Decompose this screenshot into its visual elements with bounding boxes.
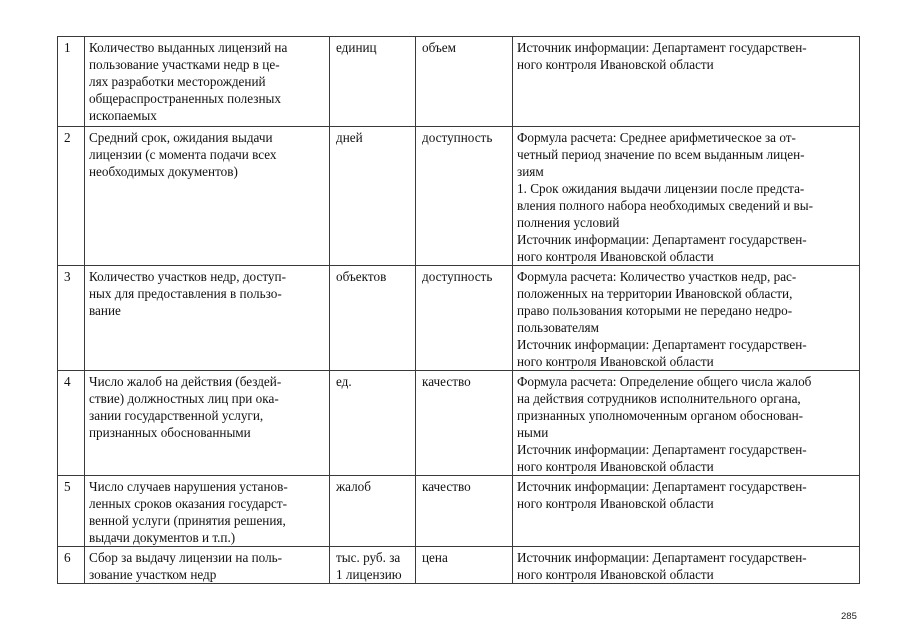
attribute-cell (416, 266, 513, 371)
indicator-name-line: вание (89, 303, 121, 318)
attribute-value: доступность (422, 269, 493, 284)
row-number-cell (58, 127, 85, 266)
info-cell (513, 371, 860, 476)
indicator-name-cell (85, 371, 330, 476)
indicators-table (57, 36, 860, 584)
info-line: ного контроля Ивановской области (517, 567, 714, 582)
info-line: право пользования которыми не передано недро- (517, 303, 793, 318)
attribute-cell (416, 37, 513, 127)
row-number: 1 (64, 40, 71, 55)
table-row (58, 266, 860, 371)
info-line: положенных на территории Ивановской области, (517, 286, 793, 301)
unit-line: жалоб (336, 479, 371, 494)
info-line: ного контроля Ивановской области (517, 57, 714, 72)
info-line: Формула расчета: Определение общего числа жалоб (517, 374, 812, 389)
attribute-cell (416, 371, 513, 476)
info-line: пользователям (517, 320, 599, 335)
indicator-name-line: Количество участков недр, доступ- (89, 269, 286, 284)
unit-line: дней (336, 130, 363, 145)
indicator-name-line: общераспространенных полезных (89, 91, 281, 106)
indicator-name-line: венной услуги (принятия решения, (89, 513, 286, 528)
unit-line: объектов (336, 269, 387, 284)
attribute-value: качество (422, 479, 471, 494)
info-line: ными (517, 425, 549, 440)
indicator-name-cell (85, 266, 330, 371)
unit-cell (330, 266, 416, 371)
unit-cell (330, 371, 416, 476)
info-line: Источник информации: Департамент государствен- (517, 479, 807, 494)
table-row (58, 37, 860, 127)
indicator-name-line: Средний срок, ожидания выдачи (89, 130, 273, 145)
info-line: ного контроля Ивановской области (517, 354, 714, 369)
unit-cell (330, 37, 416, 127)
row-number: 2 (64, 130, 71, 145)
info-line: Источник информации: Департамент государствен- (517, 442, 807, 457)
attribute-value: объем (422, 40, 456, 55)
row-number: 6 (64, 550, 71, 565)
indicator-name-line: признанных обоснованными (89, 425, 251, 440)
table-row (58, 547, 860, 584)
indicator-name-line: необходимых документов) (89, 164, 238, 179)
row-number-cell (58, 37, 85, 127)
indicator-name-line: ископаемых (89, 108, 157, 123)
indicator-name-line: ствие) должностных лиц при ока- (89, 391, 279, 406)
row-number: 4 (64, 374, 71, 389)
indicator-name-line: зании государственной услуги, (89, 408, 264, 423)
info-line: ного контроля Ивановской области (517, 496, 714, 511)
indicator-name-line: лицензии (с момента подачи всех (89, 147, 277, 162)
info-line: полнения условий (517, 215, 620, 230)
attribute-value: цена (422, 550, 448, 565)
indicator-name-line: Число случаев нарушения установ- (89, 479, 288, 494)
indicator-name-cell (85, 127, 330, 266)
indicator-name-cell (85, 547, 330, 584)
indicator-name-line: Количество выданных лицензий на (89, 40, 288, 55)
unit-line: 1 лицензию (336, 567, 402, 582)
indicator-name-line: Сбор за выдачу лицензии на поль- (89, 550, 283, 565)
info-cell (513, 476, 860, 547)
unit-line: ед. (336, 374, 352, 389)
info-line: ного контроля Ивановской области (517, 249, 714, 264)
table-row (58, 476, 860, 547)
indicator-name-line: ленных сроков оказания государст- (89, 496, 287, 511)
info-line: Источник информации: Департамент государствен- (517, 40, 807, 55)
unit-cell (330, 127, 416, 266)
attribute-cell (416, 547, 513, 584)
info-line: Формула расчета: Количество участков недр, рас- (517, 269, 797, 284)
info-cell (513, 37, 860, 127)
info-cell (513, 266, 860, 371)
unit-cell (330, 476, 416, 547)
row-number-cell (58, 266, 85, 371)
info-line: Источник информации: Департамент государствен- (517, 550, 807, 565)
attribute-cell (416, 127, 513, 266)
indicator-name-cell (85, 37, 330, 127)
info-line: Источник информации: Департамент государствен- (517, 337, 807, 352)
indicator-name-line: ных для предоставления в пользо- (89, 286, 282, 301)
info-line: на действия сотрудников исполнительного органа, (517, 391, 801, 406)
info-cell (513, 127, 860, 266)
indicator-name-line: лях разработки месторождений (89, 74, 266, 89)
unit-cell (330, 547, 416, 584)
info-line: зиям (517, 164, 544, 179)
info-line: вления полного набора необходимых сведений и вы- (517, 198, 814, 213)
table-body (58, 37, 860, 584)
info-line: Формула расчета: Среднее арифметическое за от- (517, 130, 796, 145)
info-cell (513, 547, 860, 584)
unit-line: единиц (336, 40, 377, 55)
row-number: 3 (64, 269, 71, 284)
info-line: Источник информации: Департамент государствен- (517, 232, 807, 247)
attribute-value: качество (422, 374, 471, 389)
info-line: 1. Срок ожидания выдачи лицензии после предста- (517, 181, 805, 196)
unit-line: тыс. руб. за (336, 550, 401, 565)
row-number-cell (58, 547, 85, 584)
indicator-name-line: пользование участками недр в це- (89, 57, 280, 72)
info-line: признанных уполномоченным органом обоснован- (517, 408, 804, 423)
attribute-cell (416, 476, 513, 547)
page-number: 285 (841, 611, 857, 622)
row-number: 5 (64, 479, 71, 494)
row-number-cell (58, 476, 85, 547)
info-line: четный период значение по всем выданным лицен- (517, 147, 805, 162)
table-row (58, 127, 860, 266)
attribute-value: доступность (422, 130, 493, 145)
info-line: ного контроля Ивановской области (517, 459, 714, 474)
indicator-name-line: выдачи документов и т.п.) (89, 530, 236, 545)
indicator-name-cell (85, 476, 330, 547)
indicator-name-line: Число жалоб на действия (бездей- (89, 374, 282, 389)
table-row (58, 371, 860, 476)
indicator-name-line: зование участком недр (89, 567, 217, 582)
row-number-cell (58, 371, 85, 476)
